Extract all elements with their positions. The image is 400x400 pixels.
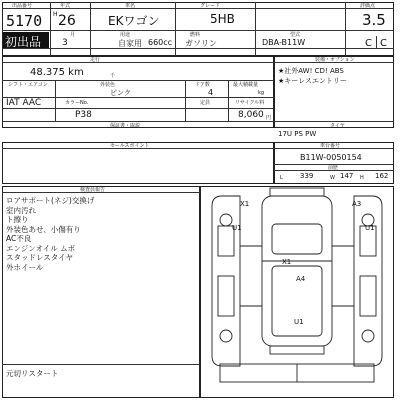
grade-value: 5HB — [210, 12, 235, 26]
doors-label: ドア数 — [195, 82, 210, 88]
inspector-label: 検査員報告 — [80, 187, 106, 193]
recycle-label: リサイクル料 — [235, 100, 265, 106]
mark-label: U1 — [365, 224, 375, 232]
mark-label: U1 — [294, 318, 304, 326]
tire-value: 17U PS PW — [278, 130, 317, 138]
color-code: P38 — [75, 110, 92, 120]
mileage-unit: 千 — [110, 73, 116, 79]
exterior-score: C — [380, 38, 387, 49]
inspector-line: 外装色あせ、小傷有り — [6, 224, 81, 234]
dim-l-label: L — [280, 175, 283, 181]
dim-h-label: H — [360, 175, 364, 181]
chassis-value: B11W-0050154 — [300, 153, 362, 162]
dim-w-label: W — [330, 175, 335, 181]
inspector-line: ト擦り — [6, 215, 29, 224]
inspector-line: エンジンオイル ムボ — [6, 243, 76, 253]
color-label: 外装色 — [100, 82, 116, 88]
fuel-value: ガソリン — [185, 39, 217, 48]
month-value: 3 — [62, 38, 68, 48]
model-code: DBA-B11W — [262, 38, 306, 47]
use-value: 自家用 — [118, 39, 142, 48]
equipment-line-2: ★キーレスエントリー — [278, 77, 347, 85]
lot-label: 出品番号 — [12, 3, 33, 9]
lot-number: 5170 — [6, 12, 43, 30]
year-value: 26 — [58, 13, 76, 29]
mark-label: X1 — [240, 200, 250, 208]
year-era: H — [53, 11, 58, 18]
interior-score: C — [365, 38, 372, 49]
first-listing-label: 初出品 — [5, 35, 42, 49]
inspector-line: 室内汚れ — [6, 205, 36, 215]
recycle-unit: 円 — [266, 115, 272, 121]
color-value: ピンク — [110, 89, 131, 97]
use-label: 用途 — [120, 32, 131, 38]
shift-label: シフト・エアコン — [8, 82, 48, 88]
max-load-unit: kg — [258, 90, 265, 96]
equipment-label: 装備・オプション — [315, 57, 355, 63]
equipment-line-1: ★社外AW! CD! ABS — [278, 67, 344, 75]
max-load-label: 最大積載量 — [233, 82, 259, 88]
car-diagram — [200, 186, 394, 398]
inspector-line: スタッドレスタイヤ — [6, 253, 74, 262]
sales-label: セールスポイント — [110, 143, 150, 149]
tire-label: タイヤ — [330, 123, 345, 129]
model-name: EKワゴン — [108, 14, 160, 28]
score-value: 3.5 — [362, 11, 386, 29]
doors-value: 4 — [208, 88, 214, 97]
dim-h-value: 162 — [375, 172, 389, 180]
inspector-line: AC不良 — [6, 234, 32, 243]
mark-label: A3 — [352, 200, 362, 208]
mark-label: X1 — [282, 258, 292, 266]
type-label: 型式 — [290, 32, 301, 38]
bottom-note: 元切リスタート — [6, 369, 59, 378]
displacement-value: 660cc — [148, 38, 173, 47]
seats-label: 定員 — [200, 100, 211, 106]
color-no-label: カラーNo. — [65, 100, 89, 106]
inspector-lines — [6, 196, 94, 272]
mark-label: A4 — [296, 275, 306, 283]
dim-l-value: 339 — [300, 172, 314, 180]
inspector-line: 外ホイール — [6, 262, 44, 272]
month-label: 月 — [70, 32, 76, 38]
chassis-label: 車台番号 — [320, 143, 341, 149]
delivery-label: 保証書・取説 — [110, 123, 141, 129]
mileage-value: 48.375 km — [30, 67, 84, 78]
year-label: 年式 — [60, 3, 71, 9]
recycle-value: 8,060 — [238, 110, 264, 120]
history-label: 前歴 — [328, 165, 339, 171]
inspector-line: ロアサポート(ネジ)交換げ — [6, 196, 95, 205]
model-label: 車名 — [125, 3, 136, 9]
dim-w-value: 147 — [340, 172, 354, 180]
mileage-label: 走行 — [90, 57, 101, 63]
shift-value: IAT AAC — [6, 98, 42, 108]
grade-label: グレード — [200, 3, 221, 9]
fuel-label: 燃料 — [190, 32, 201, 38]
score-label: 評価点 — [360, 3, 376, 9]
mark-label: U1 — [232, 224, 242, 232]
